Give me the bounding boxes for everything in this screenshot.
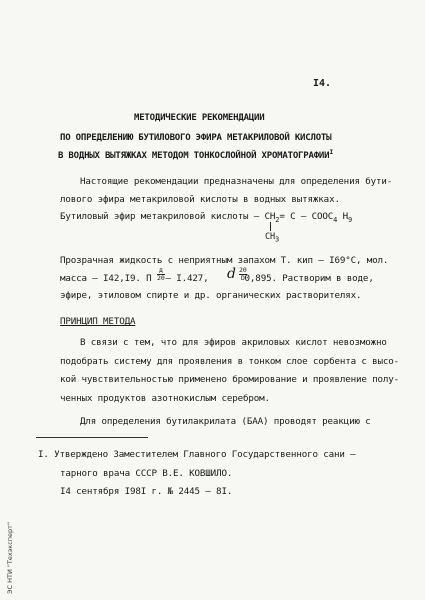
- intro-line-1: Настоящие рекомендации предназначены для определения бути-: [80, 176, 393, 187]
- formula-ch3: [265, 231, 279, 243]
- footnote-line-1-text: Утверждено Заместителем Главного Государственного сани –: [54, 449, 356, 460]
- footnote-separator: [36, 437, 148, 438]
- formula-h: H: [342, 211, 349, 222]
- intro-line-2: лового эфира метакриловой кислоты в водных вытяжках.: [60, 194, 340, 205]
- formula-branch-bond: [270, 222, 271, 231]
- formula-ch3-text: CH: [265, 232, 275, 242]
- formula-sub-2: 4: [333, 215, 338, 224]
- principle-line-2: подобрать систему для проявления в тонком слое сорбента с высо-: [60, 356, 400, 367]
- footnote-line-2: тарного врача СССР В.Е. КОВШИЛО.: [60, 468, 233, 479]
- title-footnote-mark: I: [329, 148, 334, 156]
- principle-line-4: ченных продуктов азотнокислым серебром.: [60, 393, 270, 404]
- formula-mid: = C – COOC: [279, 211, 334, 222]
- refraction-frac-bottom: 20: [157, 274, 165, 282]
- formula-line: [60, 211, 352, 223]
- footnote-line-3: I4 сентября I98I г. № 2445 – 8I.: [60, 486, 233, 497]
- refraction-frac-top: д: [158, 266, 163, 274]
- principle-heading: ПРИНЦИП МЕТОДА: [60, 316, 136, 327]
- principle-line-5: Для определения бутилакрилата (БАА) проводят реакцию с: [80, 416, 371, 427]
- formula-sub-3: 9: [348, 215, 353, 224]
- title-line-2: ПО ОПРЕДЕЛЕНИЮ БУТИЛОВОГО ЭФИРА МЕТАКРИЛОВОЙ КИСЛОТЫ: [60, 133, 332, 143]
- formula-lead: Бутиловый эфир метакриловой кислоты – CH: [60, 211, 276, 222]
- footnote-mark: I.: [38, 449, 49, 460]
- density-fraction: [239, 267, 247, 282]
- page-number: I4.: [313, 78, 332, 89]
- properties-line-1: Прозрачная жидкость с неприятным запахом Т. кип – I69°С, мол.: [60, 255, 389, 266]
- refraction-index-fraction: [157, 267, 165, 282]
- title-line-1: МЕТОДИЧЕСКИЕ РЕКОМЕНДАЦИИ: [134, 113, 265, 123]
- properties-line-2-a: масса – I42,I9. П: [60, 273, 152, 284]
- title-line-3-text: В ВОДНЫХ ВЫТЯЖКАХ МЕТОДОМ ТОНКОСЛОЙНОЙ ХРОМАТОГРАФИИ: [58, 151, 330, 161]
- properties-line-2: [60, 273, 374, 285]
- principle-line-1: В связи с тем, что для эфиров акриловых кислот невозможно: [80, 337, 387, 348]
- formula-ch3-sub: 3: [274, 235, 280, 244]
- properties-line-2-b: – I.427,: [165, 273, 209, 284]
- principle-line-3: кой чувствительностью применено бромирование и проявление полу-: [60, 374, 400, 385]
- properties-line-2-c: 0,895. Растворим в воде,: [244, 273, 374, 284]
- density-frac-bottom: D: [240, 274, 245, 282]
- properties-line-3: эфире, этиловом спирте и др. органических растворителях.: [60, 290, 362, 301]
- density-frac-top: 20: [239, 266, 247, 274]
- footnote-line-1: [38, 449, 356, 461]
- side-stamp: ЭС НТИ "Техэксперт": [6, 522, 14, 594]
- title-line-3: [58, 150, 333, 162]
- formula-sub-1: 2: [275, 215, 280, 224]
- density-symbol: d: [227, 266, 236, 282]
